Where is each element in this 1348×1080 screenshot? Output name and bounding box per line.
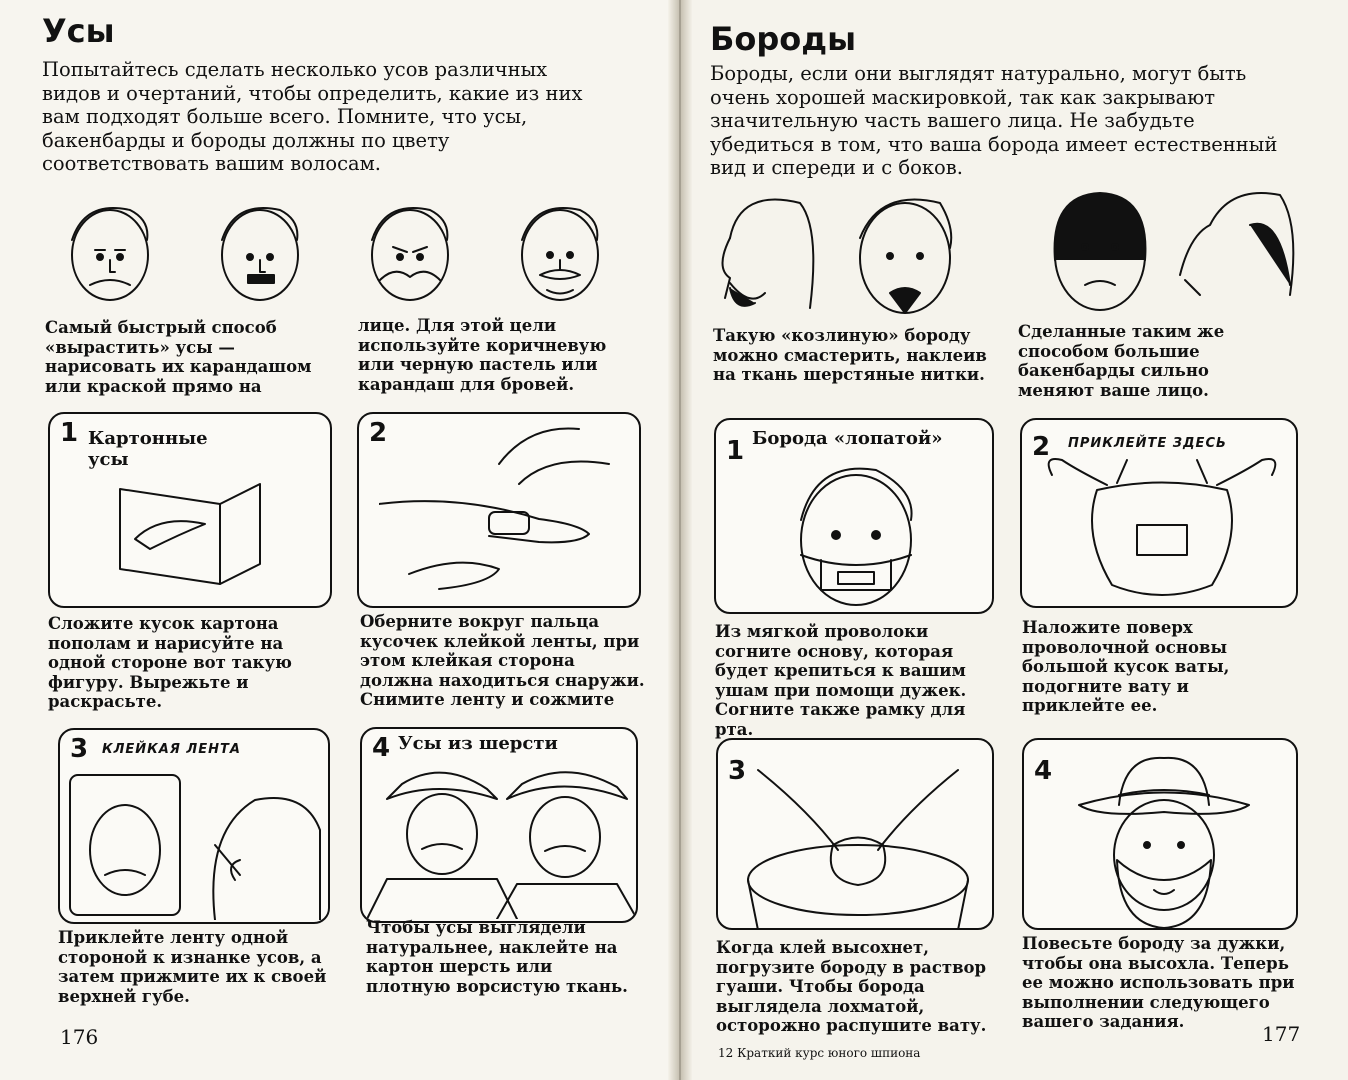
caption-r-panel-3: Когда клей высохнет, погрузите бороду в раствор гуаши. Чтобы борода выглядела лохматой, осторожно распушите вату. [716, 938, 987, 1035]
caption-faces-a: Самый быстрый способ «вырастить» усы — нарисовать их карандашом или краской прямо на [45, 318, 312, 396]
caption-r-panel-1: Из мягкой проволоки согните основу, которая будет крепиться к вашим ушам при помощи дужек. Согните также рамку для рта. [715, 622, 967, 739]
book-gutter [668, 0, 692, 1080]
left-page-number: 176 [60, 1025, 99, 1049]
panel-title: Усы из шерсти [398, 733, 558, 754]
panel-number: 2 [1032, 432, 1051, 462]
panel-number: 3 [728, 756, 747, 786]
bearded-man-hat-icon [1069, 750, 1259, 930]
finger-tape-icon [379, 424, 639, 599]
caption-r-panel-2: Наложите поверх проволочной основы большой кусок ваты, подогните вату и приклейте ее. [1022, 618, 1230, 715]
caption-faces-b: лице. Для этой цели используйте коричневую или черную пастель или карандаш для бровей. [358, 316, 607, 394]
caption-sideburns: Сделанные таким же способом большие бакенбарды сильно меняют ваше лицо. [1018, 322, 1225, 400]
caption-panel-2: Оберните вокруг пальца кусочек клейкой ленты, при этом клейкая сторона должна находиться снаружи. Снимите ленту и сожмите [360, 612, 645, 709]
caption-panel-4: Чтобы усы выглядели натуральнее, наклейте на картон шерсть или плотную ворсистую ткань. [366, 918, 628, 996]
left-page-title: Усы [42, 12, 115, 50]
caption-goatee: Такую «козлиную» бороду можно смастерить, наклеив на ткань шерстяные нитки. [713, 326, 987, 384]
panel-number: 3 [70, 734, 89, 764]
panel-label: ПРИКЛЕЙТЕ ЗДЕСЬ [1068, 436, 1227, 451]
panel-mirror [58, 728, 330, 924]
sideburn-faces-illustration [1040, 185, 1300, 320]
panel-label: КЛЕЙКАЯ ЛЕНТА [102, 742, 241, 757]
panel-number: 1 [726, 436, 745, 466]
panel-spade-beard [714, 418, 994, 614]
cotton-beard-icon [1037, 455, 1287, 605]
panel-dip-beard [716, 738, 994, 930]
panel-number: 4 [1034, 756, 1053, 786]
left-intro: Попытайтесь сделать несколько усов различных видов и очертаний, чтобы определить, какие из них вам подходят больше всего. Помните, что усы, бакенбарды и бороды должны по цвету соответствовать вашим волосам. [42, 58, 583, 175]
panel-title: Картонные усы [88, 428, 208, 470]
caption-panel-1: Сложите кусок картона пополам и нарисуйте на одной стороне вот такую фигуру. Вырежьте и раскрасьте. [48, 614, 292, 711]
footer-chapter: 12 Краткий курс юного шпиона [718, 1046, 921, 1060]
right-intro: Бороды, если они выглядят натурально, могут быть очень хорошей маскировкой, так как закрывают значительную часть вашего лица. Не забудьте убедиться в том, что ваша борода имеет естественный вид и спереди и с боков. [710, 62, 1278, 179]
right-page-title: Бороды [710, 20, 857, 58]
bowl-dipping-icon [728, 750, 988, 930]
panel-number: 2 [369, 418, 388, 448]
panel-cardboard-mustache [48, 412, 332, 608]
panel-tape-finger [357, 412, 641, 608]
panel-number: 1 [60, 418, 79, 448]
panel-cotton-beard [1020, 418, 1298, 608]
four-faces-illustration [55, 195, 635, 315]
folded-card-icon [110, 479, 310, 589]
mirror-boy-icon [65, 770, 325, 920]
panel-number: 4 [372, 733, 391, 763]
caption-r-panel-4: Повесьте бороду за дужки, чтобы она высохла. Теперь ее можно использовать при выполнении следующего вашего задания. [1022, 934, 1295, 1031]
wire-frame-face-icon [776, 450, 936, 614]
panel-title: Борода «лопатой» [752, 428, 943, 449]
goatee-faces-illustration [710, 188, 970, 323]
right-page-number: 177 [1262, 1022, 1301, 1046]
caption-panel-3: Приклейте ленту одной стороной к изнанке усов, а затем прижмите их к своей верхней губе. [58, 928, 327, 1006]
two-men-hats-icon [367, 759, 637, 919]
panel-wool-mustache [360, 727, 638, 923]
panel-bearded-man [1022, 738, 1298, 930]
